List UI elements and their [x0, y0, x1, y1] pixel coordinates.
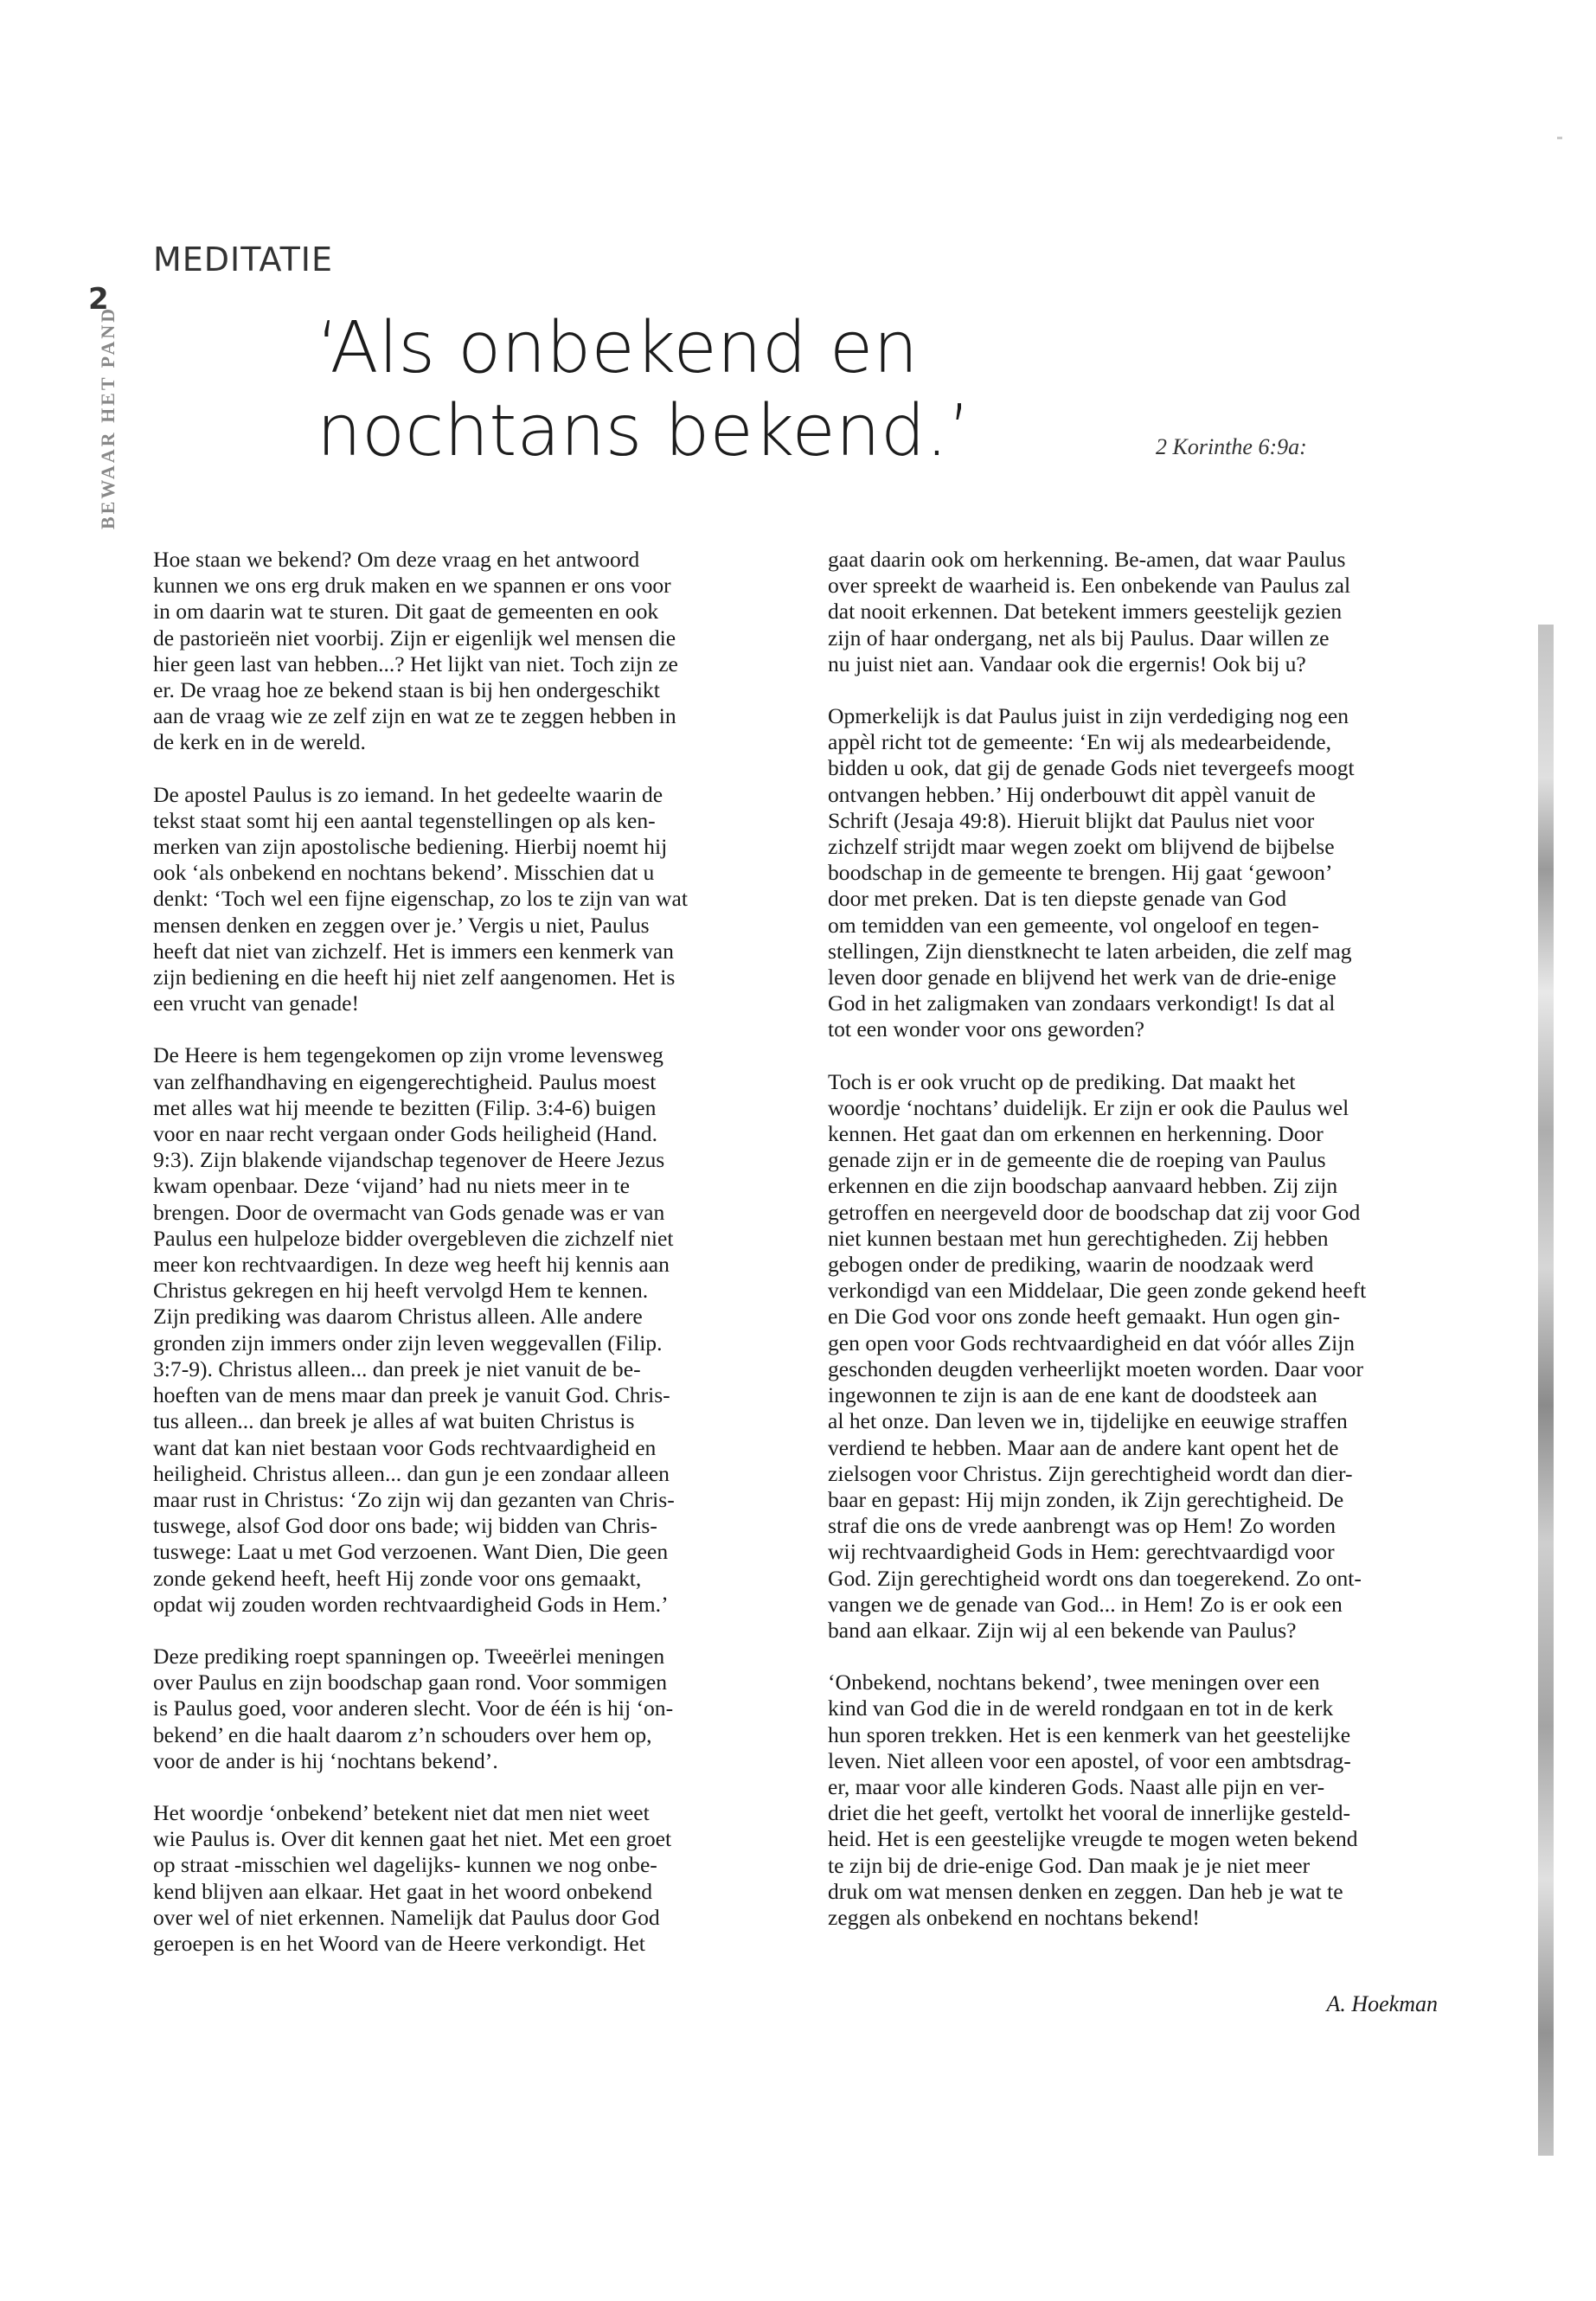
text-line: kennen. Het gaat dan om erkennen en herkenning. Door	[828, 1121, 1324, 1147]
paragraph	[153, 1042, 767, 1617]
left-column	[153, 547, 767, 1983]
title-line: ‘Als onbekend en	[317, 307, 919, 389]
text-line: kind van God die in de wereld rondgaan en tot in de kerk	[828, 1695, 1334, 1721]
text-line: Opmerkelijk is dat Paulus juist in zijn verdediging nog een	[828, 703, 1349, 729]
text-line: 3:7-9). Christus alleen... dan preek je niet vanuit de be-	[153, 1356, 641, 1381]
text-line: door met preken. Dat is ten diepste genade van God	[828, 886, 1287, 912]
text-line: heid. Het is een geestelijke vreugde te mogen weten bekend	[828, 1826, 1358, 1852]
text-line: tus alleen... dan breek je alles af wat buiten Christus is	[153, 1408, 635, 1434]
text-line: maar rust in Christus: ‘Zo zijn wij dan gezanten van Chris-	[153, 1486, 675, 1512]
text-line: denkt: ‘Toch wel een fijne eigenschap, zo los te zijn van wat	[153, 886, 688, 912]
edge-mark	[1557, 137, 1562, 139]
text-line: erkennen en die zijn boodschap aanvaard hebben. Zij zijn	[828, 1173, 1338, 1199]
text-line: kend blijven aan elkaar. Het gaat in het woord onbekend	[153, 1878, 653, 1904]
text-line: al het onze. Dan leven we in, tijdelijke en eeuwige straffen	[828, 1408, 1348, 1434]
text-line: zonde gekend heeft, heeft Hij zonde voor ons gemaakt,	[153, 1565, 642, 1591]
title-line: nochtans bekend.’	[317, 390, 971, 472]
right-column	[828, 547, 1442, 1957]
text-line: voor de ander is hij ‘nochtans bekend’.	[153, 1747, 498, 1773]
section-label: MEDITATIE	[153, 240, 333, 279]
text-line: Hoe staan we bekend? Om deze vraag en het antwoord	[153, 547, 640, 572]
text-line: stellingen, Zijn dienstknecht te laten arbeiden, die zelf mag	[828, 938, 1352, 964]
text-line: is Paulus goed, voor anderen slecht. Voor de één is hij ‘on-	[153, 1695, 674, 1721]
text-line: woordje ‘nochtans’ duidelijk. Er zijn er ook die Paulus wel	[828, 1094, 1349, 1120]
text-line: dat nooit erkennen. Dat betekent immers geestelijk gezien	[828, 599, 1343, 625]
text-line: ‘Onbekend, nochtans bekend’, twee meningen over een	[828, 1670, 1320, 1695]
text-line: tuswege, alsof God door ons bade; wij bidden van Chris-	[153, 1513, 657, 1539]
text-line: meer kon rechtvaardigen. In deze weg heeft hij kennis aan	[153, 1252, 670, 1278]
paragraph	[828, 1670, 1442, 1931]
paragraph	[828, 703, 1442, 1043]
text-line: verkondigd van een Middelaar, Die geen zonde gekend heeft	[828, 1278, 1367, 1304]
text-line: op straat -misschien wel dagelijks- kunnen we nog onbe-	[153, 1852, 657, 1878]
text-line: Toch is er ook vrucht op de prediking. Dat maakt het	[828, 1068, 1296, 1094]
text-line: wij rechtvaardigheid Gods in Hem: gerechtvaardigd voor	[828, 1539, 1335, 1565]
text-line: Schrift (Jesaja 49:8). Hieruit blijkt dat Paulus niet voor	[828, 807, 1315, 833]
text-line: aan de vraag wie ze zelf zijn en wat ze te zeggen hebben in	[153, 703, 676, 729]
text-line: een vrucht van genade!	[153, 990, 360, 1016]
text-line: zielsogen voor Christus. Zijn gerechtigheid wordt dan dier-	[828, 1460, 1353, 1486]
text-line: baar en gepast: Hij mijn zonden, ik Zijn gerechtigheid. De	[828, 1486, 1344, 1512]
text-line: heeft dat niet van zichzelf. Het is immers een kenmerk van	[153, 938, 674, 964]
text-line: appèl richt tot de gemeente: ‘En wij als medearbeidende,	[828, 729, 1332, 755]
text-line: wie Paulus is. Over dit kennen gaat het niet. Met een groet	[153, 1826, 672, 1852]
text-line: God in het zaligmaken van zondaars verkondigt! Is dat al	[828, 990, 1336, 1016]
text-line: de pastorieën niet voorbij. Zijn er eigenlijk wel mensen die	[153, 625, 676, 651]
text-line: heiligheid. Christus alleen... dan gun je een zondaar alleen	[153, 1460, 670, 1486]
text-line: verdiend te hebben. Maar aan de andere kant opent het de	[828, 1434, 1339, 1460]
paragraph	[828, 1069, 1442, 1644]
text-line: druk om wat mensen denken en zeggen. Dan heb je wat te	[828, 1878, 1343, 1904]
paragraph	[828, 547, 1442, 677]
text-line: en Die God voor ons zonde heeft gemaakt. Hun ogen gin-	[828, 1304, 1341, 1330]
text-line: in om daarin wat te sturen. Dit gaat de gemeenten en ook	[153, 599, 659, 625]
text-line: te zijn bij de drie-enige God. Dan maak je je niet meer	[828, 1852, 1311, 1878]
paragraph	[153, 547, 767, 756]
text-line: want dat kan niet bestaan voor Gods rechtvaardigheid en	[153, 1434, 657, 1460]
publication-side-label: BEWAAR HET PAND	[97, 305, 119, 529]
text-line: hoeften van de mens maar dan preek je vanuit God. Chris-	[153, 1382, 670, 1408]
text-line: getroffen en neergeveld door de boodschap dat zij voor God	[828, 1199, 1361, 1225]
text-line: opdat wij zouden worden rechtvaardigheid Gods in Hem.’	[153, 1591, 669, 1617]
text-line: De Heere is hem tegengekomen op zijn vrome levensweg	[153, 1042, 663, 1068]
text-line: hun sporen trekken. Het is een kenmerk van het geestelijke	[828, 1721, 1351, 1747]
text-line: zijn of haar ondergang, net als bij Paulus. Daar willen ze	[828, 625, 1330, 651]
text-line: God. Zijn gerechtigheid wordt ons dan toegerekend. Zo ont-	[828, 1565, 1362, 1591]
text-line: 9:3). Zijn blakende vijandschap tegenover de Heere Jezus	[153, 1147, 665, 1173]
photo-edge-strip	[1538, 625, 1554, 2156]
text-line: Paulus een hulpeloze bidder overgebleven die zichzelf niet	[153, 1225, 674, 1251]
text-line: De apostel Paulus is zo iemand. In het gedeelte waarin de	[153, 781, 663, 807]
text-line: over spreekt de waarheid is. Een onbekende van Paulus zal	[828, 573, 1351, 599]
text-line: tot een wonder voor ons geworden?	[828, 1016, 1145, 1042]
text-line: er. De vraag hoe ze bekend staan is bij hen ondergeschikt	[153, 677, 660, 703]
text-line: brengen. Door de overmacht van Gods genade was er van	[153, 1199, 665, 1225]
text-line: kunnen we ons erg druk maken en we spannen er ons voor	[153, 573, 671, 599]
text-line: er, maar voor alle kinderen Gods. Naast alle pijn en ver-	[828, 1773, 1325, 1799]
text-line: bidden u ook, dat gij de genade Gods niet tevergeefs moogt	[828, 755, 1355, 781]
text-line: zeggen als onbekend en nochtans bekend!	[828, 1904, 1200, 1930]
text-line: van zelfhandhaving en eigengerechtigheid. Paulus moest	[153, 1068, 657, 1094]
text-line: genade zijn er in de gemeente die de roeping van Paulus	[828, 1147, 1326, 1173]
text-line: merken van zijn apostolische bediening. Hierbij noemt hij	[153, 834, 668, 860]
text-line: ontvangen hebben.’ Hij onderbouwt dit appèl vanuit de	[828, 781, 1316, 807]
text-line: Zijn prediking was daarom Christus alleen. Alle andere	[153, 1304, 643, 1330]
text-line: over wel of niet erkennen. Namelijk dat Paulus door God	[153, 1904, 660, 1930]
text-line: nu juist niet aan. Vandaar ook die ergernis! Ook bij u?	[828, 651, 1306, 676]
paragraph	[153, 1800, 767, 1957]
text-line: Het woordje ‘onbekend’ betekent niet dat men niet weet	[153, 1799, 650, 1825]
text-line: straf die ons de vrede aanbrengt was op Hem! Zo worden	[828, 1513, 1336, 1539]
author-signature: A. Hoekman	[1326, 1991, 1438, 2016]
text-line: met alles wat hij meende te bezitten (Filip. 3:4-6) buigen	[153, 1094, 657, 1120]
text-line: geschonden deugden verheerlijkt moeten worden. Daar voor	[828, 1356, 1363, 1381]
text-line: bekend’ en die haalt daarom z’n schouders over hem op,	[153, 1721, 652, 1747]
page-number: 2	[88, 282, 109, 317]
article-title	[317, 307, 1095, 473]
text-line: gen open voor Gods rechtvaardigheid en dat vóór alles Zijn	[828, 1330, 1356, 1356]
text-line: om temidden van een gemeente, vol ongeloof en tegen-	[828, 912, 1319, 938]
text-line: gronden zijn immers onder zijn leven weggevallen (Filip.	[153, 1330, 663, 1356]
text-line: over Paulus en zijn boodschap gaan rond. Voor sommigen	[153, 1670, 668, 1695]
text-line: driet die het geeft, vertolkt het vooral de innerlijke gesteld-	[828, 1800, 1351, 1826]
text-line: zichzelf strijdt maar wegen zoekt om blijvend de bijbelse	[828, 834, 1335, 860]
text-line: vangen we de genade van God... in Hem! Zo is er ook een	[828, 1591, 1343, 1617]
text-line: tekst staat somt hij een aantal tegenstellingen op als ken-	[153, 807, 656, 833]
text-line: gebogen onder de prediking, waarin de noodzaak werd	[828, 1252, 1314, 1278]
text-line: hier geen last van hebben...? Het lijkt van niet. Toch zijn ze	[153, 651, 678, 676]
text-line: voor en naar recht vergaan onder Gods heiligheid (Hand.	[153, 1121, 657, 1147]
paragraph	[153, 1644, 767, 1774]
text-line: Deze prediking roept spanningen op. Tweeërlei meningen	[153, 1643, 665, 1669]
text-line: ook ‘als onbekend en nochtans bekend’. Misschien dat u	[153, 860, 655, 886]
text-line: kwam openbaar. Deze ‘vijand’ had nu niets meer in te	[153, 1173, 631, 1199]
text-line: niet kunnen bestaan met hun gerechtigheden. Zij hebben	[828, 1225, 1329, 1251]
text-line: ingewonnen te zijn is aan de ene kant de doodsteek aan	[828, 1382, 1317, 1408]
text-line: gaat daarin ook om herkenning. Be-amen, dat waar Paulus	[828, 547, 1346, 572]
text-line: leven. Niet alleen voor een apostel, of voor een ambtsdrag-	[828, 1747, 1351, 1773]
text-line: tuswege: Laat u met God verzoenen. Want Dien, Die geen	[153, 1539, 669, 1565]
text-line: mensen denken en zeggen over je.’ Vergis u niet, Paulus	[153, 912, 650, 938]
paragraph	[153, 782, 767, 1017]
text-line: de kerk en in de wereld.	[153, 729, 366, 755]
text-line: geroepen is en het Woord van de Heere verkondigt. Het	[153, 1930, 645, 1956]
scripture-reference: 2 Korinthe 6:9a:	[1156, 434, 1307, 459]
text-line: boodschap in de gemeente te brengen. Hij gaat ‘gewoon’	[828, 860, 1333, 886]
text-line: leven door genade en blijvend het werk van de drie-enige	[828, 965, 1336, 990]
text-line: band aan elkaar. Zijn wij al een bekende van Paulus?	[828, 1617, 1297, 1643]
text-line: zijn bediening en die heeft hij niet zelf aangenomen. Het is	[153, 965, 676, 990]
text-line: Christus gekregen en hij heeft vervolgd Hem te kennen.	[153, 1278, 649, 1304]
